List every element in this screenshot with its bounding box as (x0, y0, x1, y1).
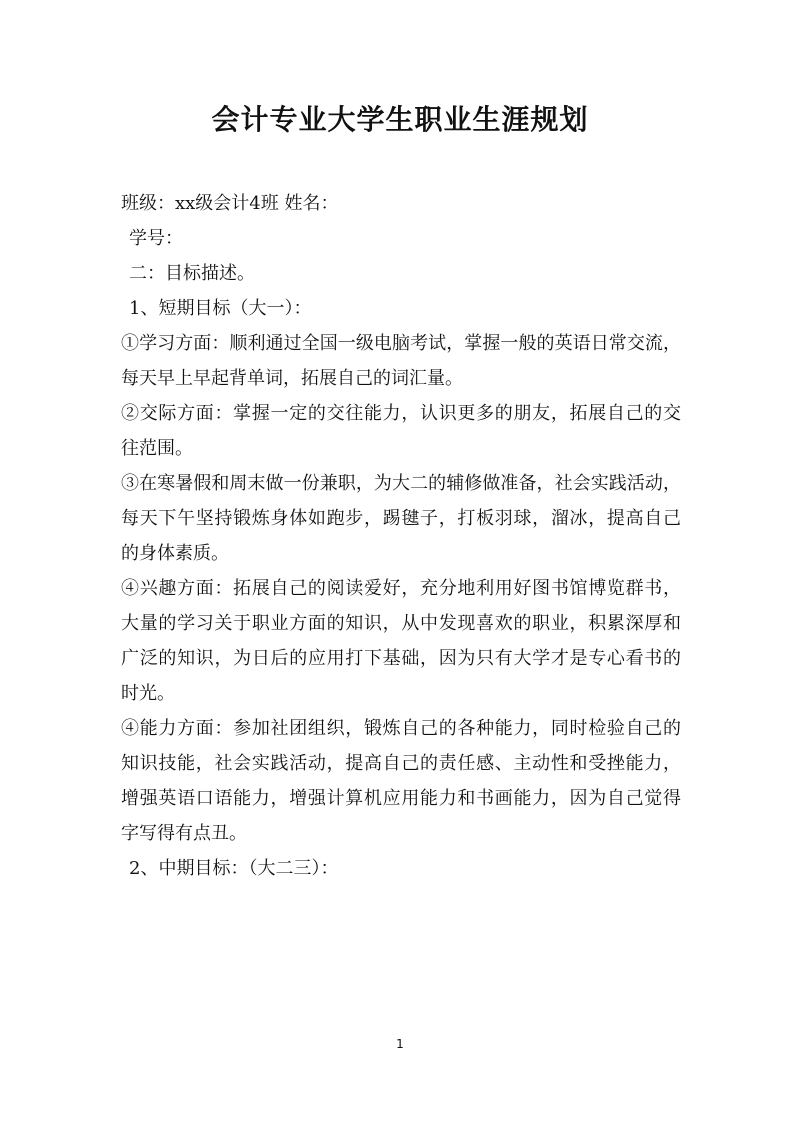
paragraph-line: ②交际方面：掌握一定的交往能力，认识更多的朋友，拓展自己的交 (121, 403, 681, 424)
paragraph-line: ④能力方面：参加社团组织，锻炼自己的各种能力，同时检验自己的 (121, 718, 681, 739)
paragraph-line: ③在寒暑假和周末做一份兼职，为大二的辅修做准备，社会实践活动， (121, 473, 681, 494)
paragraph-line: 知识技能，社会实践活动，提高自己的责任感、主动性和受挫能力， (121, 753, 681, 774)
paragraph-line: 大量的学习关于职业方面的知识，从中发现喜欢的职业，积累深厚和 (121, 613, 681, 634)
subsection-heading: 1、短期目标（大一）： (129, 298, 312, 319)
paragraph-line: 每天早上早起背单词，拓展自己的词汇量。 (121, 368, 463, 389)
document-body (121, 186, 681, 886)
student-id-line: 学号： (129, 228, 183, 249)
subsection-heading: 2、中期目标：（大二三）： (129, 858, 339, 879)
paragraph-line: 的身体素质。 (121, 543, 229, 564)
paragraph-line: 增强英语口语能力，增强计算机应用能力和书画能力，因为自己觉得 (121, 788, 681, 809)
page-number: 1 (396, 1037, 404, 1051)
paragraph-line: 往范围。 (121, 438, 193, 459)
paragraph-line: 字写得有点丑。 (121, 823, 247, 844)
paragraph-line: 广泛的知识，为日后的应用打下基础，因为只有大学才是专心看书的 (121, 648, 681, 669)
document-title: 会计专业大学生职业生涯规划 (211, 103, 589, 136)
paragraph-line: ①学习方面：顺利通过全国一级电脑考试，掌握一般的英语日常交流， (121, 333, 681, 354)
paragraph-line: 每天下午坚持锻炼身体如跑步，踢毽子，打板羽球，溜冰，提高自己 (121, 508, 681, 529)
class-name-line: 班级：xx级会计4班 姓名： (121, 193, 339, 214)
paragraph-line: 时光。 (121, 683, 175, 704)
paragraph-line: ④兴趣方面：拓展自己的阅读爱好，充分地利用好图书馆博览群书， (121, 578, 681, 599)
section-heading: 二：目标描述。 (129, 263, 255, 284)
